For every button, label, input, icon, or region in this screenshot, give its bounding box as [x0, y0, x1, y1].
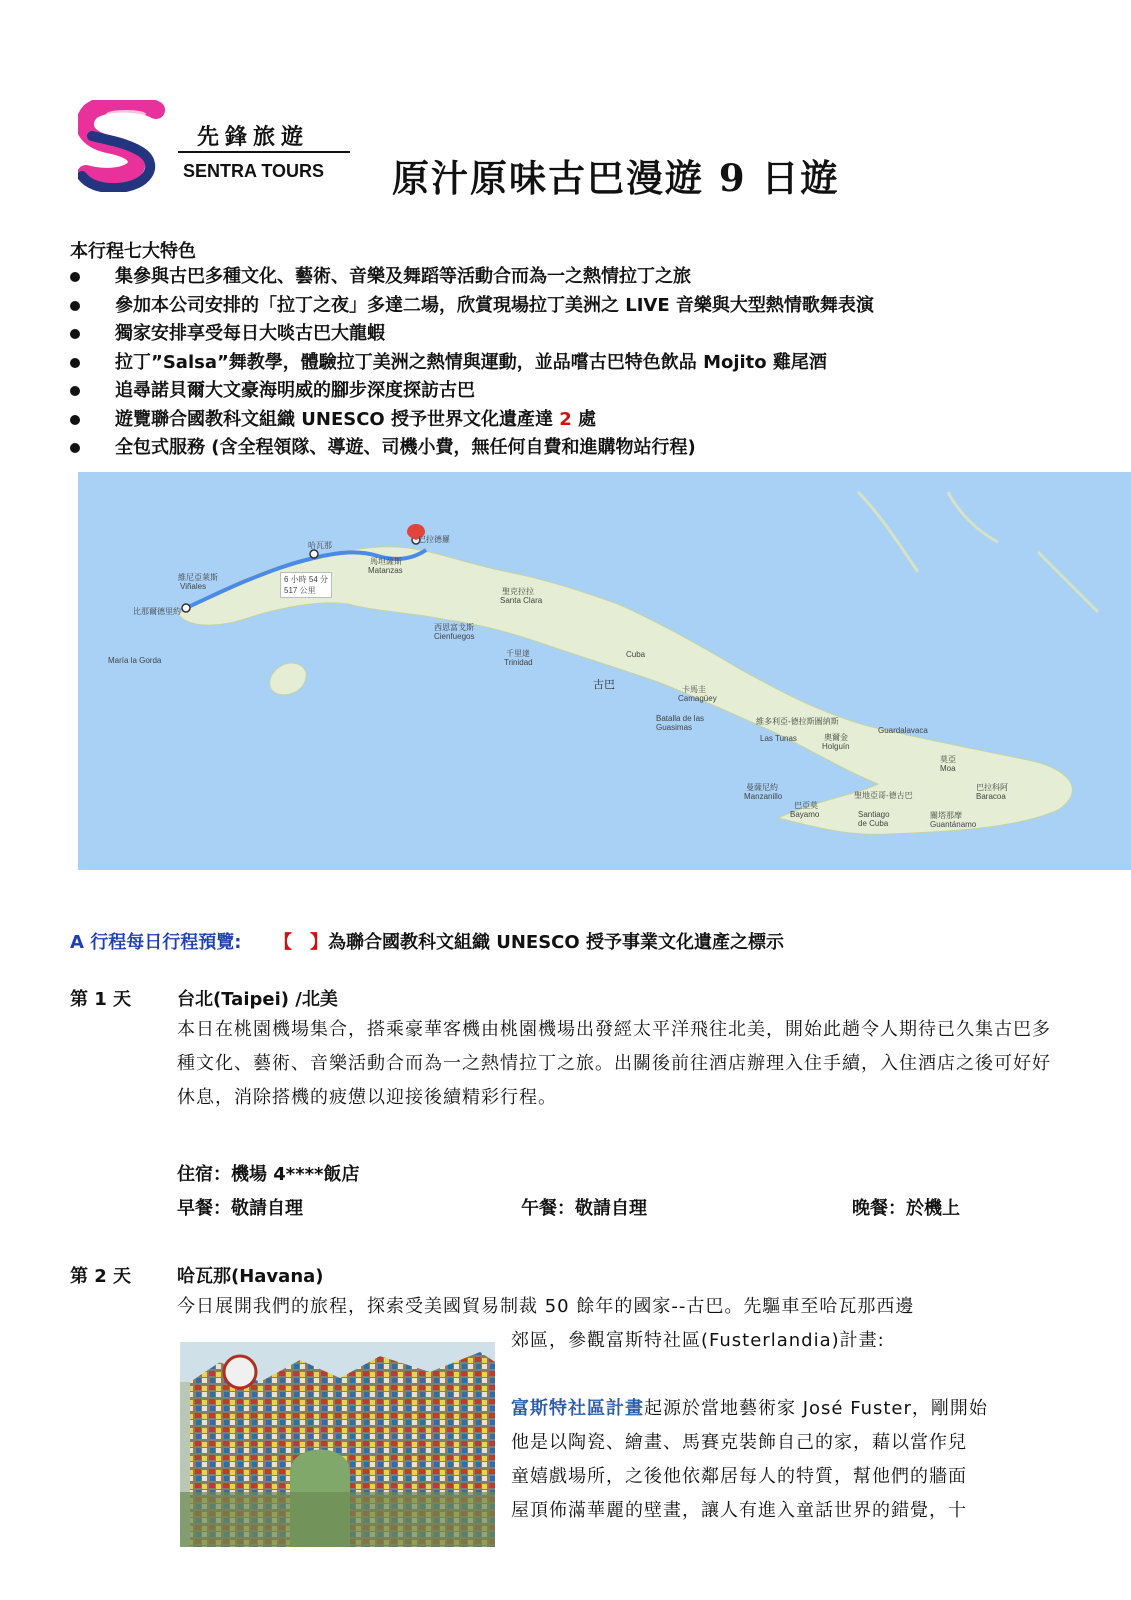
- feature-text: 全包式服務 (含全程領隊、導遊、司機小費，無任何自費和進購物站行程): [115, 437, 696, 458]
- features-heading: 本行程七大特色: [70, 241, 196, 262]
- route-start-marker: [182, 604, 190, 612]
- feature-text: 追尋諾貝爾大文豪海明威的腳步深度探訪古巴: [115, 380, 475, 401]
- bullet-icon: [70, 386, 80, 396]
- isla-juventud-shape: [270, 663, 306, 695]
- bullet-icon: [70, 358, 80, 368]
- features-list: [70, 263, 1070, 463]
- fuster-line: 童嬉戲場所，之後他依鄰居每人的特質，幫他們的牆面: [511, 1466, 967, 1487]
- map-label-cienfuegos: 西恩富戈斯: [434, 623, 474, 632]
- brand-divider: [178, 151, 350, 153]
- cuba-route-map: [78, 472, 1131, 870]
- overview-prefix: A 行程每日行程預覽:: [70, 932, 242, 953]
- map-label-batalla: Batalla de las Guasimas: [656, 714, 705, 732]
- feature-item: [70, 377, 1070, 406]
- map-label-lastunas: 維多利亞-德拉斯圖納斯: [756, 717, 839, 726]
- sentra-logo-icon: [78, 100, 170, 192]
- map-label-manzanillo: 曼薩尼約: [746, 783, 778, 792]
- map-label-baracoa-en: Baracoa: [976, 792, 1006, 801]
- map-label-santiago: 聖地亞哥-德古巴: [854, 791, 913, 800]
- day2-intro: 今日展開我們的旅程，探索受美國貿易制裁 50 餘年的國家--古巴。先驅車至哈瓦那西邊: [177, 1296, 915, 1317]
- map-label-varadero: 巴拉德羅: [418, 535, 450, 544]
- day1-label: 第 1 天: [70, 989, 132, 1010]
- map-label-camaguey: 卡馬圭: [682, 685, 706, 694]
- route-distance: 517 公里: [284, 586, 316, 595]
- page-title: 原汁原味古巴漫遊 9 日遊: [392, 156, 840, 200]
- day2-label: 第 2 天: [70, 1266, 132, 1287]
- map-label-manzanillo-en: Manzanillo: [744, 792, 783, 801]
- map-label-cienfuegos-en: Cienfuegos: [434, 632, 475, 641]
- day2-intro-continued: 郊區，參觀富斯特社區(Fusterlandia)計畫:: [511, 1330, 885, 1351]
- map-label-matanzas-en: Matanzas: [368, 566, 403, 575]
- map-label-matanzas: 馬坦薩斯: [370, 557, 402, 566]
- map-label-moa: 莫亞: [940, 755, 956, 764]
- route-stop-marker: [310, 550, 318, 558]
- map-label-lastunas-en: Las Tunas: [760, 734, 797, 743]
- bullet-icon: [70, 443, 80, 453]
- bullet-icon: [70, 415, 80, 425]
- bullet-icon: [70, 329, 80, 339]
- feature-item: [70, 434, 1070, 463]
- feature-text: 參加本公司安排的「拉丁之夜」多達二場，欣賞現場拉丁美洲之 LIVE 音樂與大型熱情歌舞表演: [115, 294, 874, 316]
- feature-text: 遊覽聯合國教科文組織 UNESCO 授予世界文化遺產達: [115, 408, 560, 430]
- map-label-cuba-cn: 古巴: [593, 679, 615, 691]
- map-label-guardalavaca: Guardalavaca: [878, 726, 928, 735]
- map-label-camaguey-en: Camagüey: [678, 694, 717, 703]
- map-label-guantanamo: 關塔那摩: [930, 811, 962, 820]
- feature-item: [70, 292, 1070, 321]
- map-label-holguin: 奧爾金: [824, 733, 848, 742]
- map-label-holguin-en: Holguín: [822, 742, 850, 751]
- fuster-line: 屋頂佈滿華麗的壁畫，讓人有進入童話世界的錯覺，十: [511, 1500, 967, 1521]
- day1-dinner: 晚餐：於機上: [852, 1198, 960, 1219]
- feature-text: 拉丁”Salsa”舞教學，體驗拉丁美洲之熱情與運動，並品嚐古巴特色飲品 Mojito 雞尾酒: [115, 351, 827, 373]
- feature-highlight-count: 2: [559, 408, 572, 430]
- map-label-santaclara-en: Santa Clara: [500, 596, 543, 605]
- map-label-maria: María la Gorda: [108, 656, 162, 665]
- overview-text: 為聯合國教科文組織 UNESCO 授予事業文化遺產之標示: [327, 932, 784, 953]
- feature-text: 集參與古巴多種文化、藝術、音樂及舞蹈等活動合而為一之熱情拉丁之旅: [115, 266, 691, 287]
- map-label-pinar: 比那爾德里約: [133, 607, 181, 616]
- day1-description: 本日在桃園機場集合，搭乘豪華客機由桃園機場出發經太平洋飛往北美，開始此趟令人期待已久集古巴多種文化、藝術、音樂活動合而為一之熱情拉丁之旅。出關後前往酒店辦理入住手續，入住酒店之後可好好休息，消除搭機的疲憊以迎接後續精彩行程。: [177, 1019, 1051, 1108]
- unesco-bracket-open: 【: [273, 932, 292, 953]
- feature-item: [70, 406, 1070, 435]
- day2-title: 哈瓦那(Havana): [177, 1266, 324, 1287]
- map-label-bayamo-en: Bayamo: [790, 810, 820, 819]
- map-label-santaclara: 聖克拉拉: [502, 587, 534, 596]
- map-label-vinales-en: Viñales: [180, 582, 207, 591]
- bullet-icon: [70, 272, 80, 282]
- map-label-cuba: Cuba: [626, 650, 646, 659]
- feature-item: [70, 320, 1070, 349]
- fusterlandia-photo: [180, 1342, 495, 1547]
- map-label-moa-en: Moa: [940, 764, 956, 773]
- feature-text-suffix: 處: [571, 408, 597, 430]
- map-label-trinidad: 千里達: [506, 649, 530, 658]
- day1-hotel: 住宿：機場 4****飯店: [177, 1164, 360, 1185]
- feature-item: [70, 263, 1070, 292]
- route-info-box: [280, 572, 332, 598]
- feature-item: [70, 349, 1070, 378]
- bullet-icon: [70, 301, 80, 311]
- unesco-bracket-close: 】: [309, 932, 328, 953]
- map-label-trinidad-en: Trinidad: [504, 658, 533, 667]
- brand-name-english: SENTRA TOURS: [183, 161, 325, 181]
- map-label-santiago-en: Santiago de Cuba: [858, 810, 890, 828]
- fuster-line: 他是以陶瓷、繪畫、馬賽克裝飾自己的家，藉以當作兒: [511, 1432, 967, 1453]
- map-label-guantanamo-en: Guantánamo: [930, 820, 977, 829]
- itinerary-overview-heading: [70, 928, 784, 954]
- day1-title: 台北(Taipei) /北美: [177, 989, 338, 1010]
- fuster-first-line-text: 起源於當地藝術家 José Fuster，剛開始: [644, 1398, 988, 1419]
- map-label-vinales: 維尼亞萊斯: [178, 573, 218, 582]
- map-label-havana: 哈瓦那: [308, 541, 332, 550]
- map-label-bayamo: 巴亞莫: [794, 801, 818, 810]
- fuster-paragraph-first-line: [511, 1392, 1051, 1426]
- feature-text: 獨家安排享受每日大啖古巴大龍蝦: [115, 323, 385, 344]
- route-time: 6 小時 54 分: [284, 575, 329, 584]
- map-label-baracoa: 巴拉科阿: [976, 783, 1008, 792]
- brand-name-chinese: 先鋒旅遊: [197, 125, 310, 150]
- day1-breakfast: 早餐：敬請自理: [177, 1198, 303, 1219]
- day1-lunch: 午餐：敬請自理: [521, 1198, 647, 1219]
- map-canvas: [78, 472, 1131, 870]
- fuster-project-name: 富斯特社區計畫: [511, 1398, 644, 1419]
